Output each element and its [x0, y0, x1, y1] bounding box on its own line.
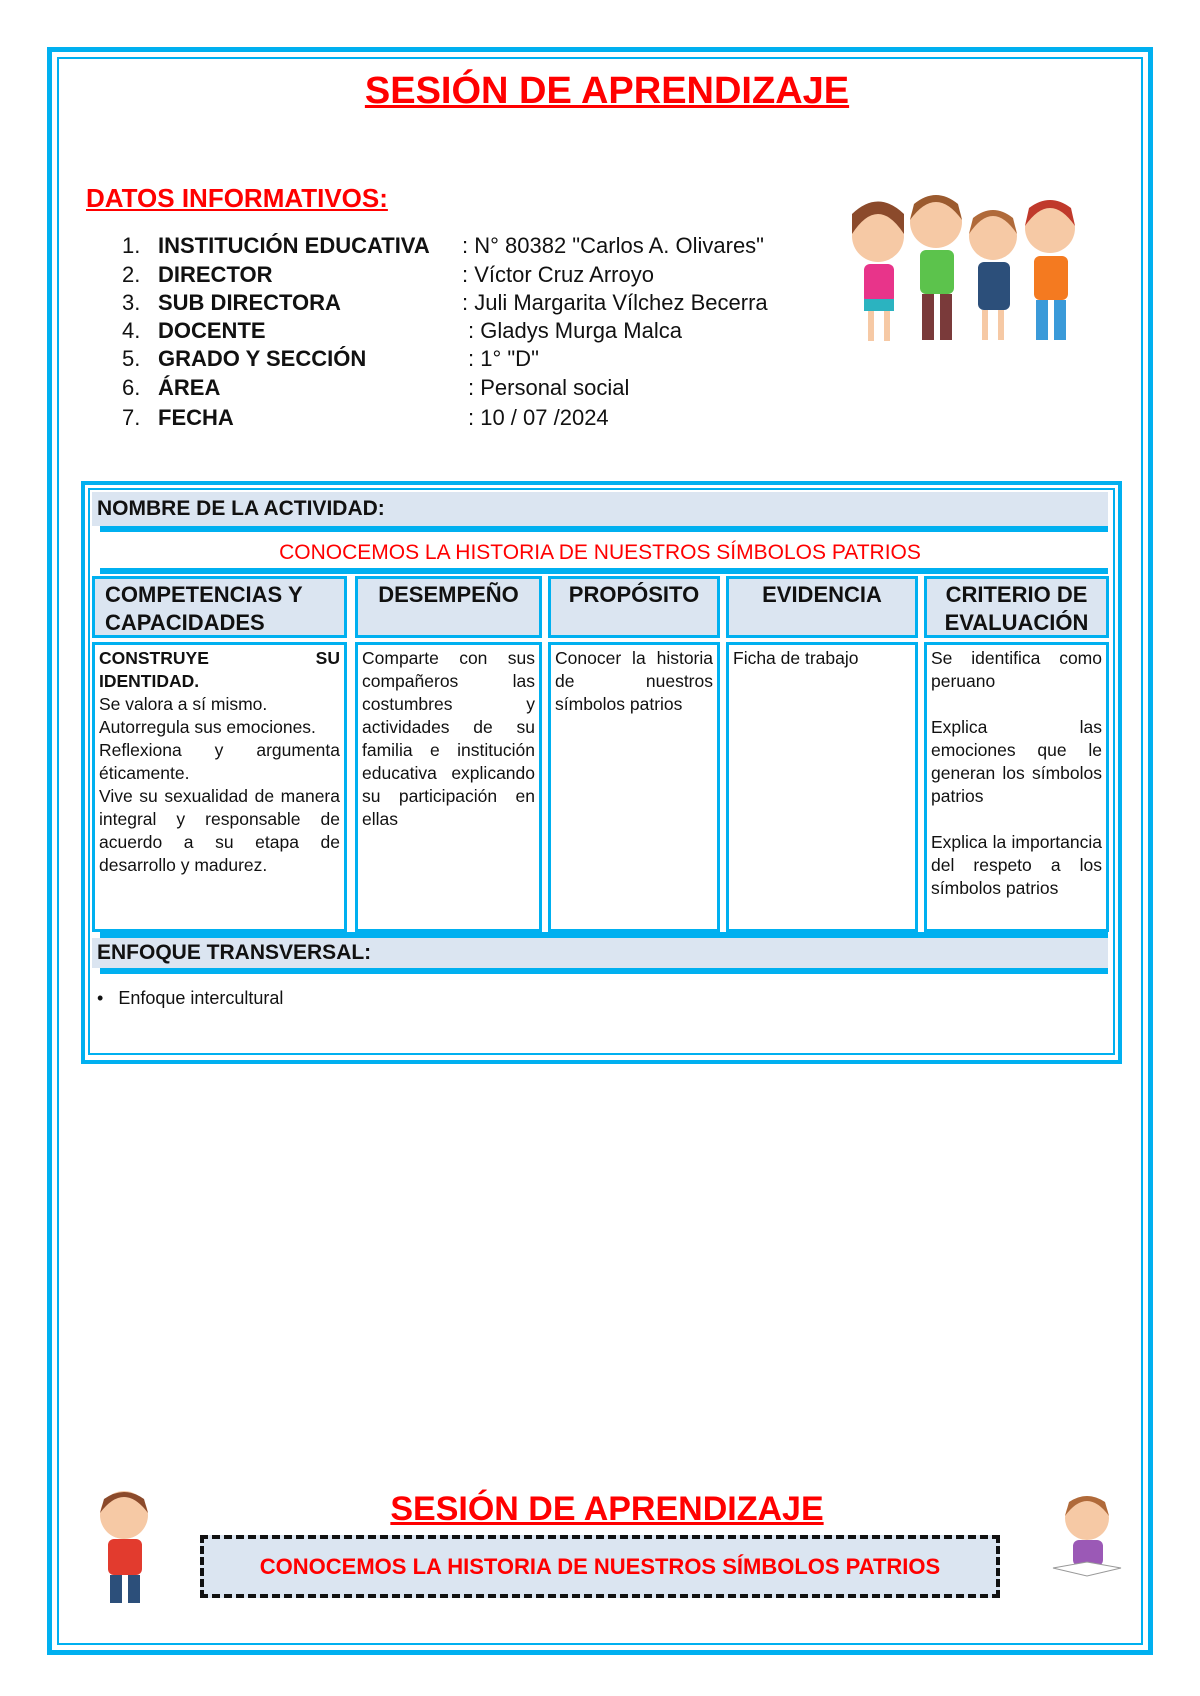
- enfoque-label: ENFOQUE TRANSVERSAL:: [97, 941, 372, 964]
- info-value: : N° 80382 "Carlos A. Olivares": [462, 233, 764, 258]
- divider: [100, 526, 1108, 532]
- footer-title: SESIÓN DE APRENDIZAJE: [390, 1490, 824, 1528]
- info-value: : 10 / 07 /2024: [468, 405, 609, 430]
- proposito-text: Conocer la historia de nuestros símbolos patrios: [555, 648, 713, 714]
- info-label: GRADO Y SECCIÓN: [158, 346, 367, 371]
- info-num: 1.: [122, 233, 141, 258]
- info-value: : Personal social: [468, 375, 630, 400]
- divider: [100, 568, 1108, 574]
- info-label: FECHA: [158, 405, 234, 430]
- info-num: 2.: [122, 262, 141, 287]
- cell-criterio: [924, 642, 1109, 932]
- info-num: 3.: [122, 290, 141, 315]
- info-value: : Juli Margarita Vílchez Becerra: [462, 290, 768, 315]
- datos-heading: DATOS INFORMATIVOS:: [86, 183, 388, 213]
- header-desempeno: DESEMPEÑO: [355, 576, 542, 638]
- info-label: SUB DIRECTORA: [158, 290, 341, 315]
- info-value: : Gladys Murga Malca: [468, 318, 682, 343]
- info-label: INSTITUCIÓN EDUCATIVA: [158, 233, 430, 258]
- criterio: Explica la importancia del respeto a los símbolos patrios: [931, 832, 1102, 898]
- cell-competencias: [92, 642, 347, 932]
- children-illustration: [838, 184, 1118, 354]
- capacidad: Se valora a sí mismo.: [99, 694, 268, 714]
- girl-reading-illustration: [1043, 1488, 1125, 1584]
- page-title: SESIÓN DE APRENDIZAJE: [364, 70, 850, 112]
- header-competencias: COMPETENCIAS Y CAPACIDADES: [92, 576, 347, 638]
- info-value: : Víctor Cruz Arroyo: [462, 262, 654, 287]
- bullet-icon: •: [97, 988, 119, 1008]
- info-num: 7.: [122, 405, 141, 430]
- desempeno-text: Comparte con sus compañeros las costumbres y actividades de su familia e institución educativa explicando su participación en ellas: [362, 648, 535, 829]
- evidencia-text: Ficha de trabajo: [733, 648, 859, 668]
- cell-evidencia: [726, 642, 918, 932]
- enfoque-text: Enfoque intercultural: [118, 988, 284, 1008]
- divider: [100, 968, 1108, 974]
- capacidad: Reflexiona y argumenta éticamente.: [99, 740, 340, 783]
- info-num: 5.: [122, 346, 141, 371]
- info-label: DIRECTOR: [158, 262, 273, 287]
- header-proposito: PROPÓSITO: [548, 576, 720, 638]
- capacidad: Vive su sexualidad de manera integral y responsable de acuerdo a su etapa de desarrollo y madurez.: [99, 786, 340, 875]
- info-label: ÁREA: [158, 375, 221, 400]
- header-evidencia: EVIDENCIA: [726, 576, 918, 638]
- criterio: Se identifica como peruano: [931, 648, 1102, 691]
- enfoque-item: [97, 986, 283, 1010]
- cell-desempeno: [355, 642, 542, 932]
- capacidad: Autorregula sus emociones.: [99, 717, 316, 737]
- info-label: DOCENTE: [158, 318, 266, 343]
- header-criterio: CRITERIO DE EVALUACIÓN: [924, 576, 1109, 638]
- footer-activity-box: CONOCEMOS LA HISTORIA DE NUESTROS SÍMBOLOS PATRIOS: [200, 1535, 1000, 1598]
- info-num: 6.: [122, 375, 141, 400]
- activity-label: NOMBRE DE LA ACTIVIDAD:: [97, 497, 385, 520]
- info-num: 4.: [122, 318, 141, 343]
- criterio: Explica las emociones que le generan los símbolos patrios: [931, 717, 1102, 806]
- cell-proposito: [548, 642, 720, 932]
- info-value: : 1° "D": [468, 346, 539, 371]
- competencia-title: CONSTRUYE SU IDENTIDAD.: [99, 648, 340, 691]
- activity-name: CONOCEMOS LA HISTORIA DE NUESTROS SÍMBOLOS PATRIOS: [279, 541, 921, 564]
